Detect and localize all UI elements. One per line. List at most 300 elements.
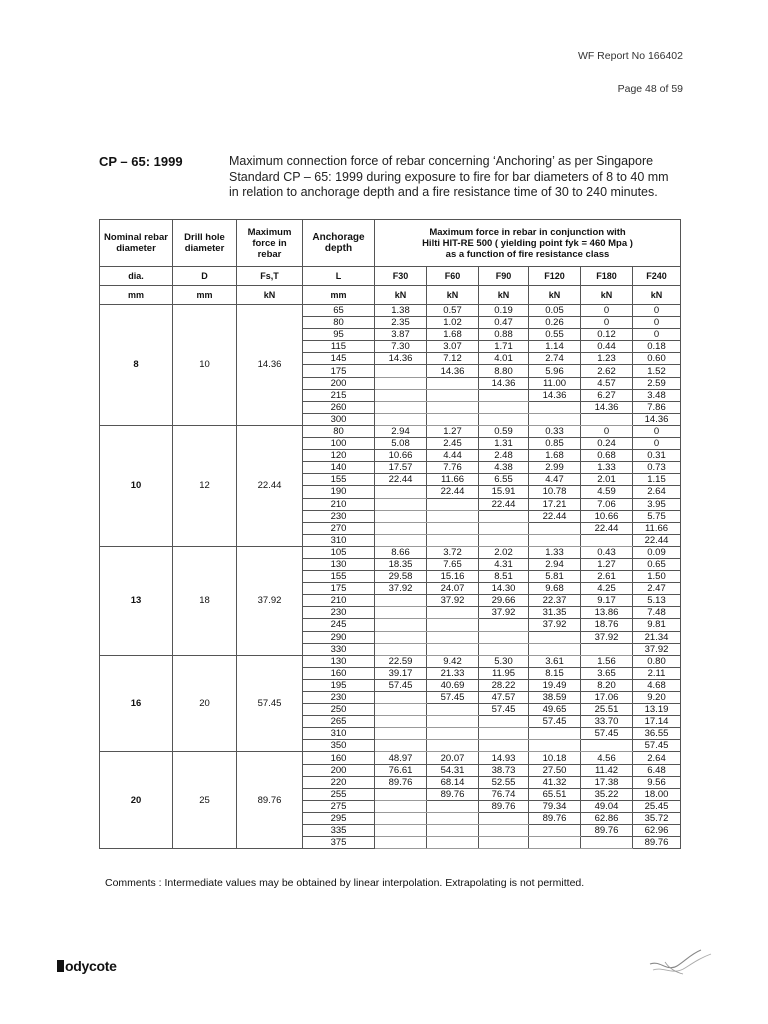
force-value-cell: 62.96	[633, 825, 681, 837]
col-header-maxforce: Maximum force in rebar	[237, 220, 303, 267]
force-value-cell: 22.44	[479, 498, 529, 510]
force-value-cell: 6.27	[581, 389, 633, 401]
drill-diameter-cell: 12	[173, 425, 237, 546]
force-value-cell: 4.68	[633, 679, 681, 691]
force-value-cell	[375, 812, 427, 824]
force-value-cell: 0.68	[581, 450, 633, 462]
anchorage-depth-cell: 175	[303, 365, 375, 377]
force-value-cell: 14.36	[633, 413, 681, 425]
force-value-cell: 29.58	[375, 571, 427, 583]
anchorage-depth-cell: 130	[303, 558, 375, 570]
force-value-cell: 62.86	[581, 812, 633, 824]
force-value-cell	[479, 389, 529, 401]
force-value-cell	[529, 740, 581, 752]
force-value-cell	[427, 631, 479, 643]
force-value-cell: 7.06	[581, 498, 633, 510]
force-value-cell	[479, 522, 529, 534]
force-value-cell: 0	[581, 317, 633, 329]
force-value-cell	[529, 413, 581, 425]
force-value-cell: 0	[633, 317, 681, 329]
report-number: WF Report No 166402	[577, 50, 683, 62]
max-force-cell: 14.36	[237, 305, 303, 426]
force-value-cell	[581, 837, 633, 849]
unit-cell: kN	[581, 286, 633, 305]
force-value-cell: 4.47	[529, 474, 581, 486]
anchorage-depth-cell: 80	[303, 317, 375, 329]
force-value-cell	[375, 643, 427, 655]
force-value-cell	[581, 413, 633, 425]
force-value-cell: 0.33	[529, 425, 581, 437]
anchorage-depth-cell: 160	[303, 752, 375, 764]
force-value-cell: 2.35	[375, 317, 427, 329]
force-value-cell	[529, 837, 581, 849]
force-value-cell: 0.19	[479, 305, 529, 317]
symbol-cell: Fs,T	[237, 267, 303, 286]
anchorage-depth-cell: 65	[303, 305, 375, 317]
force-value-cell: 4.56	[581, 752, 633, 764]
force-value-cell: 54.31	[427, 764, 479, 776]
force-value-cell: 11.66	[633, 522, 681, 534]
force-value-cell: 0.31	[633, 450, 681, 462]
force-value-cell: 11.42	[581, 764, 633, 776]
force-value-cell: 8.51	[479, 571, 529, 583]
force-value-cell: 0.05	[529, 305, 581, 317]
force-value-cell	[479, 837, 529, 849]
force-value-cell: 57.45	[375, 679, 427, 691]
force-value-cell	[375, 510, 427, 522]
force-value-cell: 13.19	[633, 704, 681, 716]
anchorage-depth-cell: 195	[303, 679, 375, 691]
force-value-cell: 22.44	[375, 474, 427, 486]
force-value-cell: 3.61	[529, 655, 581, 667]
rebar-diameter-cell: 10	[100, 425, 173, 546]
force-value-cell: 0	[633, 329, 681, 341]
anchorage-depth-cell: 255	[303, 788, 375, 800]
anchorage-depth-cell: 230	[303, 510, 375, 522]
max-force-cell: 37.92	[237, 546, 303, 655]
force-value-cell: 10.78	[529, 486, 581, 498]
anchorage-depth-cell: 100	[303, 438, 375, 450]
standard-code: CP – 65: 1999	[99, 154, 183, 169]
force-value-cell: 4.57	[581, 377, 633, 389]
force-value-cell	[479, 643, 529, 655]
force-value-cell: 5.81	[529, 571, 581, 583]
force-value-cell: 14.36	[479, 377, 529, 389]
force-value-cell: 17.06	[581, 692, 633, 704]
force-value-cell: 8.66	[375, 546, 427, 558]
force-value-cell: 89.76	[581, 825, 633, 837]
force-value-cell: 0.44	[581, 341, 633, 353]
force-value-cell: 8.15	[529, 667, 581, 679]
force-value-cell: 9.17	[581, 595, 633, 607]
force-value-cell: 20.07	[427, 752, 479, 764]
anchorage-depth-cell: 200	[303, 764, 375, 776]
force-value-cell	[529, 401, 581, 413]
symbol-cell: F30	[375, 267, 427, 286]
force-value-cell	[375, 595, 427, 607]
unit-row	[100, 286, 681, 305]
force-value-cell: 2.99	[529, 462, 581, 474]
force-value-cell: 1.68	[529, 450, 581, 462]
force-value-cell: 14.36	[581, 401, 633, 413]
force-value-cell	[479, 631, 529, 643]
anchorage-depth-cell: 155	[303, 474, 375, 486]
force-value-cell: 0.24	[581, 438, 633, 450]
anchorage-depth-cell: 120	[303, 450, 375, 462]
force-value-cell	[375, 740, 427, 752]
force-value-cell: 3.48	[633, 389, 681, 401]
force-value-cell	[479, 401, 529, 413]
force-value-cell: 89.76	[479, 800, 529, 812]
symbol-cell: F120	[529, 267, 581, 286]
rebar-diameter-cell: 20	[100, 752, 173, 849]
force-value-cell: 14.93	[479, 752, 529, 764]
force-value-cell	[427, 534, 479, 546]
force-value-cell: 52.55	[479, 776, 529, 788]
force-value-cell: 57.45	[581, 728, 633, 740]
force-value-cell	[375, 486, 427, 498]
force-value-cell: 36.55	[633, 728, 681, 740]
force-value-cell: 3.72	[427, 546, 479, 558]
unit-cell: kN	[529, 286, 581, 305]
force-value-cell: 39.17	[375, 667, 427, 679]
anchorage-depth-cell: 300	[303, 413, 375, 425]
force-value-cell: 57.45	[529, 716, 581, 728]
force-value-cell	[427, 401, 479, 413]
force-value-cell: 5.08	[375, 438, 427, 450]
force-value-cell: 37.92	[529, 619, 581, 631]
force-value-cell: 28.22	[479, 679, 529, 691]
unit-cell: mm	[173, 286, 237, 305]
force-value-cell	[427, 510, 479, 522]
force-value-cell: 4.25	[581, 583, 633, 595]
force-value-cell: 0	[633, 305, 681, 317]
force-value-cell: 1.33	[529, 546, 581, 558]
force-value-cell	[479, 413, 529, 425]
force-value-cell: 79.34	[529, 800, 581, 812]
force-value-cell	[479, 812, 529, 824]
unit-cell: mm	[303, 286, 375, 305]
force-value-cell: 31.35	[529, 607, 581, 619]
force-value-cell	[427, 413, 479, 425]
anchorage-depth-cell: 260	[303, 401, 375, 413]
force-value-cell: 1.52	[633, 365, 681, 377]
anchorage-depth-cell: 95	[303, 329, 375, 341]
force-value-cell: 2.74	[529, 353, 581, 365]
anchorage-depth-cell: 295	[303, 812, 375, 824]
force-value-cell	[427, 607, 479, 619]
symbol-cell: F180	[581, 267, 633, 286]
anchorage-depth-cell: 375	[303, 837, 375, 849]
force-value-cell: 3.07	[427, 341, 479, 353]
force-value-cell: 41.32	[529, 776, 581, 788]
force-value-cell	[427, 377, 479, 389]
anchorage-depth-cell: 175	[303, 583, 375, 595]
force-value-cell	[375, 401, 427, 413]
force-value-cell: 57.45	[633, 740, 681, 752]
anchorage-depth-cell: 250	[303, 704, 375, 716]
force-value-cell: 1.27	[427, 425, 479, 437]
force-value-cell	[375, 365, 427, 377]
force-value-cell: 2.64	[633, 752, 681, 764]
force-value-cell: 10.66	[375, 450, 427, 462]
group-header-line-2: Hilti HIT-RE 500 ( yielding point fyk = 460 Mpa )	[422, 237, 633, 249]
force-value-cell: 48.97	[375, 752, 427, 764]
logo-text: odycote	[65, 958, 117, 974]
force-value-cell: 7.86	[633, 401, 681, 413]
force-value-cell	[529, 825, 581, 837]
comment-note: Comments : Intermediate values may be obtained by linear interpolation. Extrapolating is not permitted.	[105, 877, 585, 889]
force-value-cell	[375, 619, 427, 631]
col-header-group	[375, 220, 681, 267]
force-value-cell: 22.59	[375, 655, 427, 667]
force-value-cell: 17.38	[581, 776, 633, 788]
force-value-cell: 35.72	[633, 812, 681, 824]
force-value-cell: 0	[633, 438, 681, 450]
force-value-cell: 7.76	[427, 462, 479, 474]
max-force-cell: 89.76	[237, 752, 303, 849]
force-value-cell: 37.92	[427, 595, 479, 607]
rebar-diameter-cell: 8	[100, 305, 173, 426]
force-value-cell: 0.57	[427, 305, 479, 317]
force-value-cell: 2.61	[581, 571, 633, 583]
max-force-cell: 22.44	[237, 425, 303, 546]
force-value-cell: 65.51	[529, 788, 581, 800]
force-value-cell: 22.44	[633, 534, 681, 546]
force-value-cell: 22.44	[581, 522, 633, 534]
force-value-cell: 1.02	[427, 317, 479, 329]
anchorage-depth-cell: 155	[303, 571, 375, 583]
force-value-cell	[375, 825, 427, 837]
force-value-cell: 8.80	[479, 365, 529, 377]
force-value-cell: 4.38	[479, 462, 529, 474]
force-value-cell	[375, 800, 427, 812]
signature-mark-icon	[645, 942, 715, 982]
force-value-cell: 15.91	[479, 486, 529, 498]
table-row	[100, 425, 681, 437]
force-value-cell: 9.81	[633, 619, 681, 631]
anchorage-depth-cell: 210	[303, 595, 375, 607]
force-value-cell: 2.47	[633, 583, 681, 595]
force-value-cell: 57.45	[479, 704, 529, 716]
force-value-cell: 1.71	[479, 341, 529, 353]
force-value-cell: 0.85	[529, 438, 581, 450]
force-value-cell	[427, 643, 479, 655]
force-value-cell: 0.59	[479, 425, 529, 437]
force-value-cell	[479, 825, 529, 837]
force-value-cell	[375, 534, 427, 546]
force-value-cell: 2.45	[427, 438, 479, 450]
force-value-cell: 17.57	[375, 462, 427, 474]
force-value-cell	[427, 728, 479, 740]
drill-diameter-cell: 18	[173, 546, 237, 655]
symbol-cell: L	[303, 267, 375, 286]
anchorage-depth-cell: 145	[303, 353, 375, 365]
force-value-cell	[375, 498, 427, 510]
table-row	[100, 305, 681, 317]
table-row	[100, 655, 681, 667]
force-value-cell: 37.92	[479, 607, 529, 619]
force-value-cell: 1.56	[581, 655, 633, 667]
force-value-cell: 1.50	[633, 571, 681, 583]
anchorage-depth-cell: 130	[303, 655, 375, 667]
force-value-cell: 37.92	[633, 643, 681, 655]
bodycote-logo	[57, 958, 117, 974]
force-value-cell: 37.92	[375, 583, 427, 595]
anchorage-depth-cell: 335	[303, 825, 375, 837]
force-value-cell: 18.76	[581, 619, 633, 631]
force-value-cell: 10.18	[529, 752, 581, 764]
force-value-cell: 25.51	[581, 704, 633, 716]
force-value-cell: 18.00	[633, 788, 681, 800]
unit-cell: kN	[427, 286, 479, 305]
force-value-cell: 22.37	[529, 595, 581, 607]
force-value-cell: 0.47	[479, 317, 529, 329]
symbol-cell: F90	[479, 267, 529, 286]
symbol-cell: F60	[427, 267, 479, 286]
force-value-cell	[427, 619, 479, 631]
force-value-cell	[427, 837, 479, 849]
force-value-cell	[375, 716, 427, 728]
force-value-cell: 7.48	[633, 607, 681, 619]
force-value-cell: 5.96	[529, 365, 581, 377]
anchorage-depth-cell: 245	[303, 619, 375, 631]
force-value-cell: 49.65	[529, 704, 581, 716]
force-value-cell: 3.87	[375, 329, 427, 341]
force-value-cell: 0.26	[529, 317, 581, 329]
standard-description: Maximum connection force of rebar concerning ‘Anchoring’ as per Singapore Standard CP – 65: 1999 during exposure to fire for bar diameters of 8 to 40 mm in relation to anchorage depth and a fire resistance time of 30 to 240 minutes.	[229, 154, 669, 199]
force-value-cell: 0.60	[633, 353, 681, 365]
force-value-cell: 2.64	[633, 486, 681, 498]
force-value-cell: 13.86	[581, 607, 633, 619]
force-value-cell: 0.80	[633, 655, 681, 667]
force-value-cell: 6.48	[633, 764, 681, 776]
col-header-anchorage: Anchorage depth	[303, 220, 375, 267]
force-value-cell: 40.69	[427, 679, 479, 691]
logo-mark-icon	[57, 960, 64, 972]
force-value-cell	[529, 631, 581, 643]
force-value-cell	[581, 534, 633, 546]
anchorage-depth-cell: 220	[303, 776, 375, 788]
force-value-cell	[375, 522, 427, 534]
force-value-cell	[375, 631, 427, 643]
anchorage-depth-cell: 265	[303, 716, 375, 728]
force-value-cell: 4.44	[427, 450, 479, 462]
rebar-diameter-cell: 13	[100, 546, 173, 655]
force-value-cell: 2.01	[581, 474, 633, 486]
force-value-cell: 33.70	[581, 716, 633, 728]
symbol-row	[100, 267, 681, 286]
table-body	[100, 305, 681, 849]
force-value-cell: 0.18	[633, 341, 681, 353]
force-value-cell: 0.55	[529, 329, 581, 341]
max-force-cell: 57.45	[237, 655, 303, 752]
force-value-cell: 7.12	[427, 353, 479, 365]
force-value-cell	[427, 389, 479, 401]
force-value-cell: 22.44	[427, 486, 479, 498]
table-row	[100, 752, 681, 764]
page-number: Page 48 of 59	[617, 83, 683, 95]
force-value-cell: 18.35	[375, 558, 427, 570]
force-value-cell: 1.33	[581, 462, 633, 474]
force-value-cell: 19.49	[529, 679, 581, 691]
force-value-cell: 14.36	[427, 365, 479, 377]
table-row	[100, 546, 681, 558]
force-value-cell: 4.31	[479, 558, 529, 570]
force-value-cell: 14.30	[479, 583, 529, 595]
force-value-cell: 8.20	[581, 679, 633, 691]
anchorage-depth-cell: 290	[303, 631, 375, 643]
anchorage-depth-cell: 80	[303, 425, 375, 437]
force-value-cell: 14.36	[529, 389, 581, 401]
force-value-cell	[375, 607, 427, 619]
force-value-cell: 7.30	[375, 341, 427, 353]
force-value-cell	[529, 534, 581, 546]
force-value-cell: 1.15	[633, 474, 681, 486]
force-value-cell	[479, 716, 529, 728]
force-value-cell: 9.56	[633, 776, 681, 788]
anchorage-depth-cell: 190	[303, 486, 375, 498]
force-value-cell: 2.02	[479, 546, 529, 558]
force-value-cell: 0	[581, 305, 633, 317]
force-value-cell	[427, 740, 479, 752]
symbol-cell: F240	[633, 267, 681, 286]
unit-cell: kN	[237, 286, 303, 305]
force-value-cell: 14.36	[375, 353, 427, 365]
force-value-cell	[375, 837, 427, 849]
col-header-drill: Drill hole diameter	[173, 220, 237, 267]
force-value-cell: 0.09	[633, 546, 681, 558]
anchorage-depth-cell: 270	[303, 522, 375, 534]
force-value-cell: 2.62	[581, 365, 633, 377]
force-value-cell	[479, 510, 529, 522]
force-value-cell: 76.61	[375, 764, 427, 776]
force-value-cell: 0.65	[633, 558, 681, 570]
force-value-cell	[581, 740, 633, 752]
force-value-cell	[427, 825, 479, 837]
force-value-cell: 5.13	[633, 595, 681, 607]
force-value-cell	[427, 812, 479, 824]
force-value-cell: 7.65	[427, 558, 479, 570]
anchorage-depth-cell: 105	[303, 546, 375, 558]
force-value-cell: 4.01	[479, 353, 529, 365]
force-value-cell: 89.76	[375, 776, 427, 788]
symbol-cell: D	[173, 267, 237, 286]
force-value-cell: 0	[633, 425, 681, 437]
force-value-cell: 2.94	[529, 558, 581, 570]
force-value-cell: 29.66	[479, 595, 529, 607]
anchorage-depth-cell: 160	[303, 667, 375, 679]
force-value-cell: 3.65	[581, 667, 633, 679]
force-value-cell: 76.74	[479, 788, 529, 800]
force-value-cell: 10.66	[581, 510, 633, 522]
force-value-cell	[479, 534, 529, 546]
force-value-cell: 0.43	[581, 546, 633, 558]
force-value-cell: 9.42	[427, 655, 479, 667]
anchorage-depth-cell: 275	[303, 800, 375, 812]
anchorage-depth-cell: 350	[303, 740, 375, 752]
force-value-cell: 0.88	[479, 329, 529, 341]
anchorage-depth-cell: 310	[303, 728, 375, 740]
force-value-cell	[427, 800, 479, 812]
force-value-cell: 9.68	[529, 583, 581, 595]
force-value-cell: 37.92	[581, 631, 633, 643]
force-value-cell: 6.55	[479, 474, 529, 486]
anchorage-depth-cell: 330	[303, 643, 375, 655]
force-value-cell	[427, 716, 479, 728]
unit-cell: mm	[100, 286, 173, 305]
symbol-cell: dia.	[100, 267, 173, 286]
